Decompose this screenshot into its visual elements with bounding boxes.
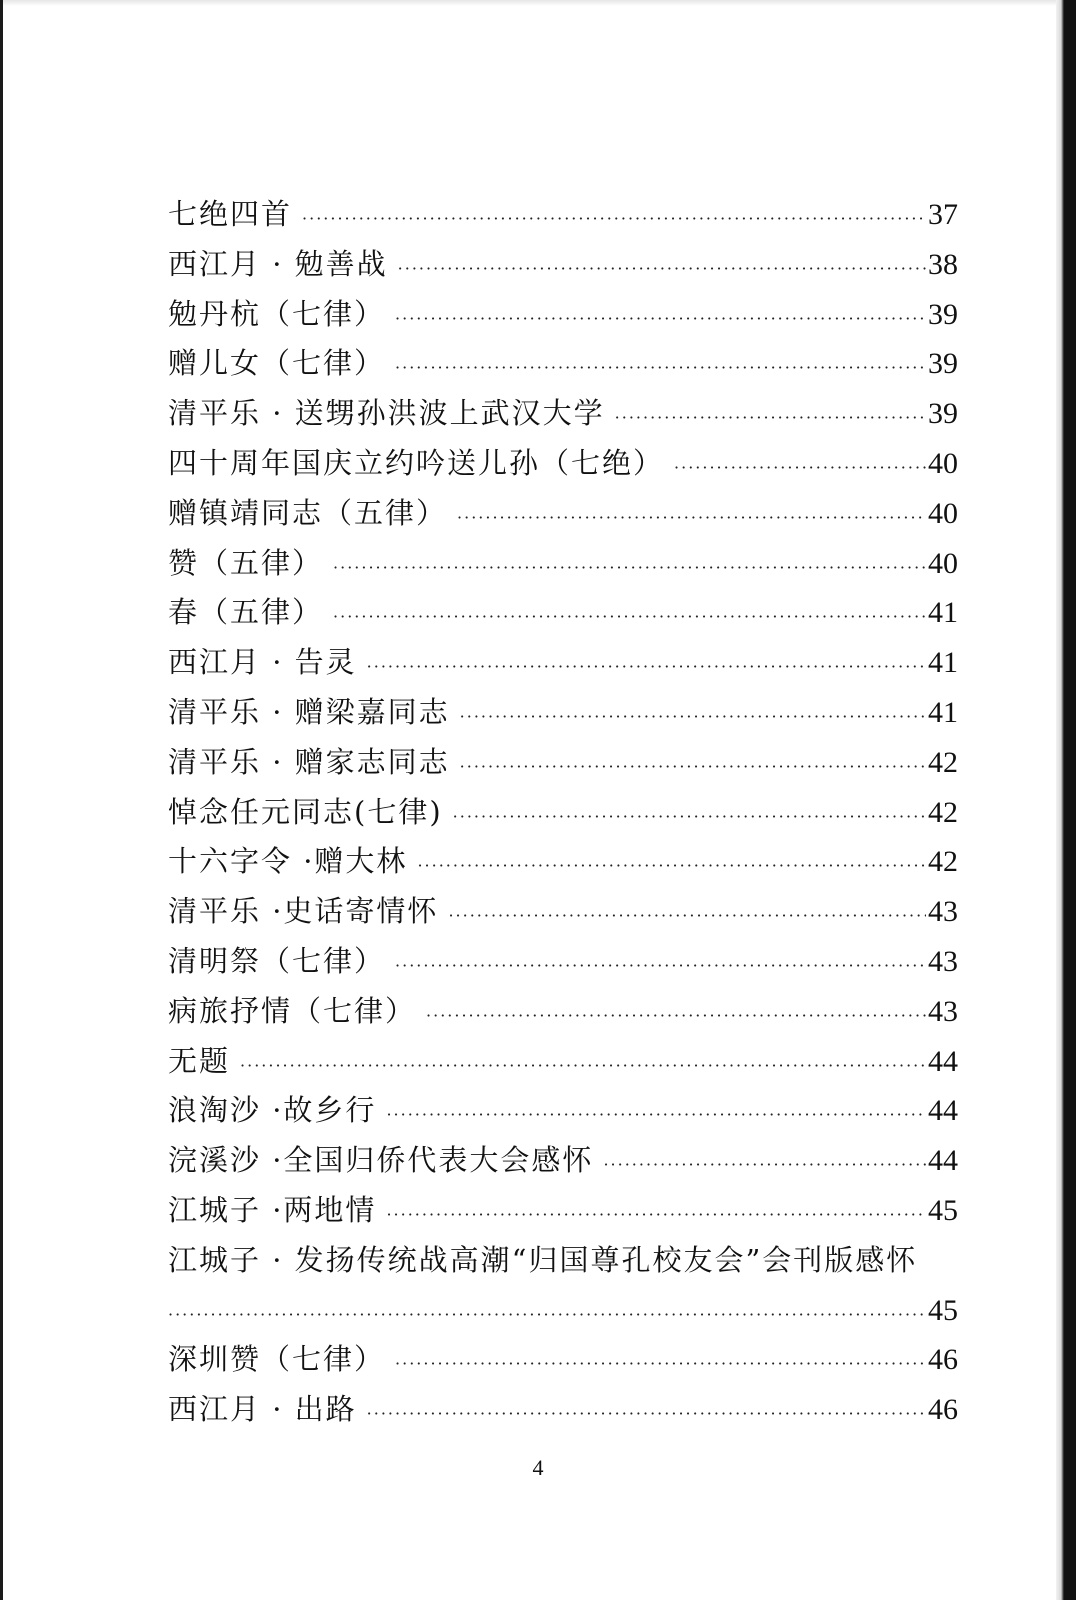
toc-entry-title: 西江月 · 出路 [168,1392,357,1427]
toc-entry-title: 四十周年国庆立约吟送儿孙（七绝） [168,445,665,480]
toc-entry-page: 37 [928,198,958,231]
dot-leader [674,439,926,493]
toc-entry [168,1335,958,1385]
toc-entry-page: 42 [928,845,958,879]
dot-leader [417,837,926,891]
toc-entry-page: 39 [928,297,958,331]
toc-entry [168,389,958,439]
toc-entry-title: 深圳赞（七律） [168,1342,386,1377]
toc-entry-page: 38 [928,247,958,281]
toc-entry [168,1236,958,1336]
toc-entry-title: 七绝四首 [168,197,293,231]
dot-leader [615,389,926,443]
toc-entry-page: 39 [928,347,958,381]
toc-entry [168,190,958,240]
toc-entry-page: 40 [928,546,958,580]
toc-entry-page: 39 [928,397,958,431]
toc-entry-leader-line [168,1286,958,1336]
toc-entry [168,489,958,539]
toc-entry-page: 41 [928,695,958,729]
toc-entry-page: 44 [928,1094,958,1128]
toc-entry-page: 40 [928,446,958,480]
scan-edge-top [0,0,1076,6]
dot-leader [603,1136,926,1190]
toc-entry [168,688,958,738]
toc-entry-title: 西江月 · 告灵 [168,645,357,680]
dot-leader [460,688,926,742]
toc-entry-title: 清平乐 · 送甥孙洪波上武汉大学 [168,396,605,431]
toc-entry [168,788,958,838]
scan-edge-right [1056,0,1076,1600]
toc-entry-page: 44 [928,1044,958,1078]
toc-entry-page: 42 [928,745,958,779]
toc-entry-title: 清平乐 ·史话寄情怀 [168,894,439,929]
toc-entry-page: 41 [928,596,958,630]
page-number: 4 [532,1455,544,1480]
toc-entry-page: 43 [928,994,958,1028]
toc-entry-page: 40 [928,496,958,530]
toc-entry [168,887,958,937]
toc-entry-title: 江城子 ·两地情 [168,1192,377,1227]
toc-entry-title: 悼念任元同志(七律) [168,794,443,829]
toc-entry [168,1086,958,1136]
toc-entry-title: 春（五律） [168,595,324,630]
dot-leader [398,240,926,294]
scan-edge-left [0,0,3,1600]
toc-entry [168,539,958,589]
toc-entry-title: 赞（五律） [168,545,324,580]
toc-entry [168,638,958,688]
dot-leader [168,1286,926,1340]
dot-leader [453,788,926,842]
toc-entry [168,1136,958,1186]
toc-entry [168,339,958,389]
toc-entry-page: 45 [928,1193,958,1227]
dot-leader [448,887,926,941]
dot-leader [386,1186,926,1240]
toc-entry [168,987,958,1037]
toc-entry-page: 44 [928,1144,958,1178]
dot-leader [460,738,926,792]
dot-leader [367,1385,926,1439]
dot-leader [395,1335,926,1389]
toc-entry-page: 43 [928,944,958,978]
toc-entry-title: 浣溪沙 ·全国归侨代表大会感怀 [168,1143,594,1178]
table-of-contents [168,190,958,1435]
toc-entry-title: 清平乐 · 赠梁嘉同志 [168,694,450,729]
toc-entry [168,439,958,489]
toc-entry [168,837,958,887]
dot-leader [426,987,926,1041]
dot-leader [395,290,926,344]
toc-entry-page: 43 [928,895,958,929]
dot-leader [240,1037,926,1091]
toc-entry-title: 赠儿女（七律） [168,346,386,381]
toc-entry [168,738,958,788]
toc-entry-title: 西江月 · 勉善战 [168,246,388,281]
dot-leader [333,539,926,593]
toc-entry-page: 46 [928,1343,958,1377]
toc-entry-title: 江城子 · 发扬传统战高潮“归国尊孔校友会”会刊版感怀 [168,1242,918,1277]
toc-entry [168,588,958,638]
toc-entry [168,240,958,290]
toc-entry-page: 41 [928,646,958,680]
toc-entry-title: 十六字令 ·赠大林 [168,844,408,879]
dot-leader [302,190,926,244]
dot-leader [386,1086,926,1140]
toc-entry-title: 赠镇靖同志（五律） [168,495,448,530]
toc-entry [168,1385,958,1435]
toc-entry [168,1037,958,1087]
toc-entry-page: 45 [928,1293,958,1327]
dot-leader [367,638,926,692]
toc-entry-title: 清平乐 · 赠家志同志 [168,744,450,779]
dot-leader [333,588,926,642]
toc-entry-title: 清明祭（七律） [168,943,386,978]
dot-leader [395,937,926,991]
toc-entry-page: 46 [928,1393,958,1427]
toc-entry [168,937,958,987]
dot-leader [395,339,926,393]
toc-entry-title: 浪淘沙 ·故乡行 [168,1093,377,1128]
dot-leader [457,489,926,543]
toc-entry [168,1186,958,1236]
toc-entry-title: 勉丹杭（七律） [168,296,386,331]
toc-entry-title: 无题 [168,1043,231,1078]
toc-entry [168,290,958,340]
toc-entry-title: 病旅抒情（七律） [168,993,417,1028]
toc-entry-page: 42 [928,795,958,829]
